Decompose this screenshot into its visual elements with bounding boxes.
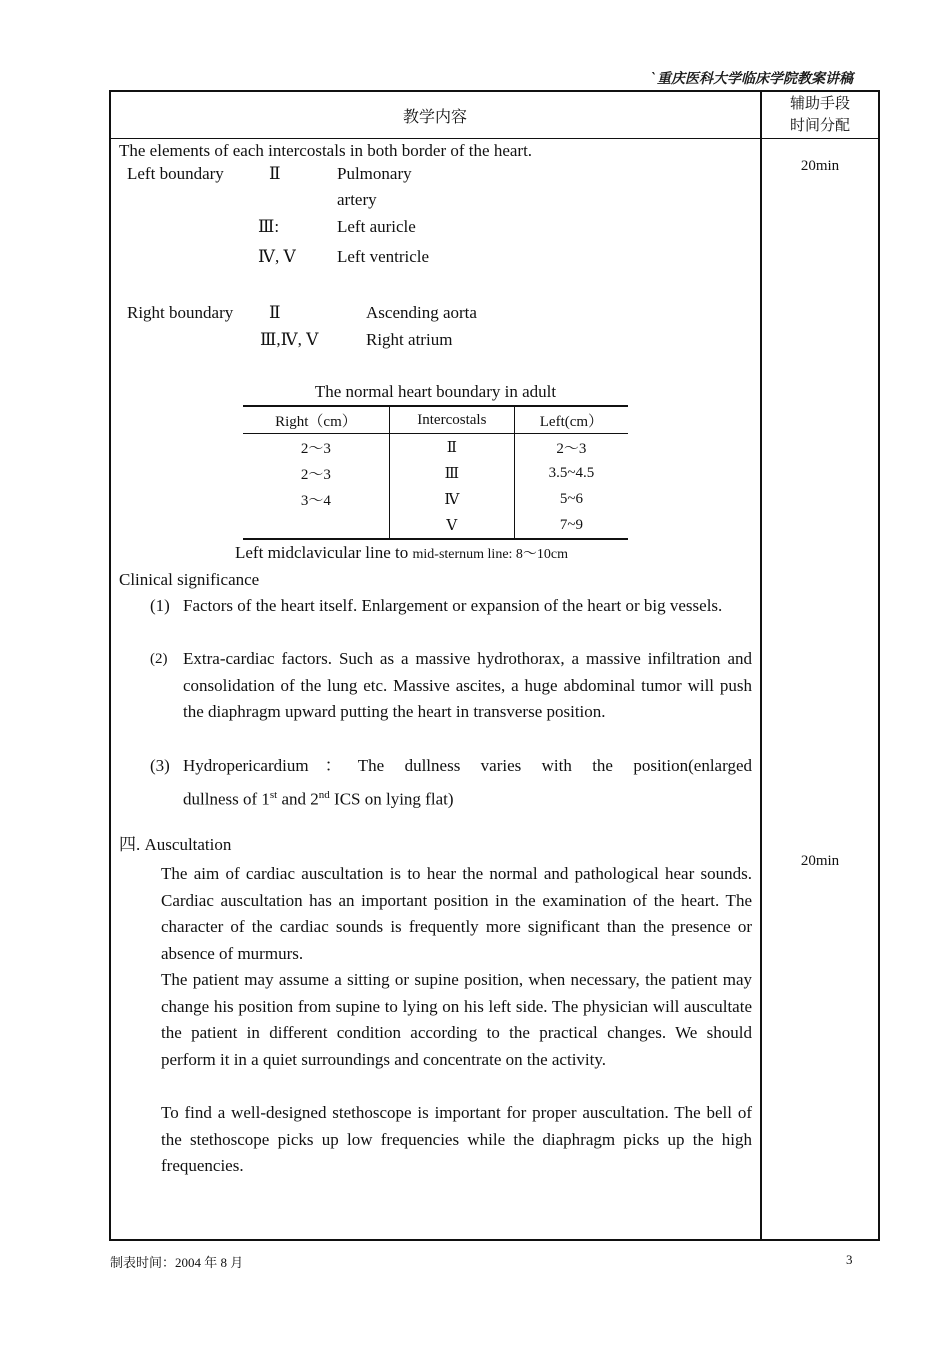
table-cell: 3.5~4.5	[548, 464, 595, 481]
right-desc-1: Ascending aorta	[366, 303, 477, 322]
right-ics-2: Ⅲ,Ⅳ, Ⅴ	[260, 330, 319, 349]
side-column-header	[762, 93, 878, 137]
table-cell: 7~9	[514, 512, 628, 539]
auscultation-paragraph-3: To find a well-designed stethoscope is important for proper auscultation. The bell of the stethoscope picks up low frequencies while the diaphragm picks up the high frequencies.	[161, 1103, 752, 1175]
table-header-intercostals: Intercostals	[389, 406, 514, 434]
footer-date: 制表时间：2004 年 8 月	[110, 1255, 244, 1270]
table-row	[243, 512, 628, 539]
table-row	[243, 460, 628, 486]
table-cell: Ⅲ	[389, 460, 514, 486]
auscultation-number: 四.	[119, 835, 141, 854]
table-header-right: Right（cm）	[243, 406, 389, 434]
left-desc-2: Left auricle	[337, 217, 416, 236]
left-desc-1a: Pulmonary	[337, 164, 412, 183]
table-cell: 2～3	[300, 466, 331, 483]
left-desc-3: Left ventricle	[337, 247, 430, 266]
clinical-item-2-text: Extra-cardiac factors. Such as a massive hydrothorax, a massive infiltration and consolidation of the lung etc. Massive ascites, a huge abdominal tumor will push the diaphragm upward putting the heart in transverse position.	[183, 649, 752, 721]
time-allocation-1: 20min	[800, 158, 840, 174]
table-cell: 2～3	[300, 440, 331, 457]
clinical-title: Clinical significance	[119, 570, 260, 589]
clinical-item-2-num: (2)	[150, 651, 168, 667]
left-boundary-label: Left boundary	[127, 164, 224, 183]
table-header-left: Left(cm）	[514, 406, 628, 434]
left-ics-3: Ⅳ, Ⅴ	[258, 247, 296, 266]
sup-nd: nd	[318, 789, 330, 801]
auscultation-title: Auscultation	[144, 835, 232, 854]
note-small: mid-sternum line: 8～10cm	[412, 547, 569, 562]
auscultation-paragraph-1: The aim of cardiac auscultation is to hear the normal and pathological hear sounds. Cardiac auscultation has an important position in the examination of the heart. The character of the cardiac sounds is frequently more significant than the presence or absence of murmurs.	[161, 864, 752, 963]
side-header-line2: 时间分配	[789, 118, 850, 134]
content-column-header: 教学内容	[402, 109, 467, 126]
table-cell: Ⅳ	[389, 486, 514, 512]
clinical-item-1-text: Factors of the heart itself. Enlargement or expansion of the heart or big vessels.	[183, 596, 723, 615]
table-header-row	[243, 406, 628, 434]
column-divider	[760, 90, 762, 1241]
boundary-table-caption: The normal heart boundary in adult	[314, 382, 557, 401]
page-number: 3	[846, 1252, 853, 1267]
side-header-line1: 辅助手段	[789, 96, 850, 112]
table-row	[243, 486, 628, 512]
clinical-item-3-line2	[183, 782, 454, 813]
document-header-title: `重庆医科大学临床学院教案讲稿	[650, 71, 853, 87]
table-cell: Ⅱ	[389, 434, 514, 461]
line2-part-c: ICS on lying flat)	[329, 789, 454, 809]
auscultation-paragraph-2: The patient may assume a sitting or supine position, when necessary, the patient may change his position from supine to lying on his left side. The physician will auscultate the patient in different condition according to the practical changes. We should perform it in a quiet surroundings and concentrate on the activity.	[161, 970, 752, 1069]
time-allocation-2: 20min	[800, 853, 840, 869]
table-cell	[243, 512, 389, 539]
clinical-item-3-num: (3)	[150, 756, 170, 775]
note-main: Left midclavicular line to	[235, 543, 413, 562]
left-desc-1b: artery	[337, 190, 377, 209]
table-cell: Ⅴ	[389, 512, 514, 539]
left-ics-1: Ⅱ	[269, 164, 281, 183]
right-boundary-label: Right boundary	[127, 303, 234, 322]
line2-part-a: dullness of 1	[183, 789, 270, 809]
right-ics-1: Ⅱ	[269, 303, 281, 322]
table-cell: 3～4	[300, 492, 331, 509]
left-ics-2: Ⅲ:	[258, 217, 280, 236]
boundary-table-note	[235, 541, 568, 567]
table-cell: 2～3	[556, 440, 587, 457]
heart-boundary-table	[243, 405, 628, 540]
sup-st: st	[269, 789, 278, 801]
right-desc-2: Right atrium	[366, 330, 453, 349]
clinical-item-1-num: (1)	[150, 596, 170, 615]
clinical-item-3-text: Hydropericardium：The dullness varies with the position(enlarged	[183, 756, 752, 775]
line2-part-b: and 2	[277, 789, 319, 809]
auscultation-heading	[119, 833, 231, 857]
intro-text: The elements of each intercostals in both border of the heart.	[119, 141, 533, 160]
table-cell: 5~6	[559, 490, 583, 507]
table-row	[243, 434, 628, 461]
